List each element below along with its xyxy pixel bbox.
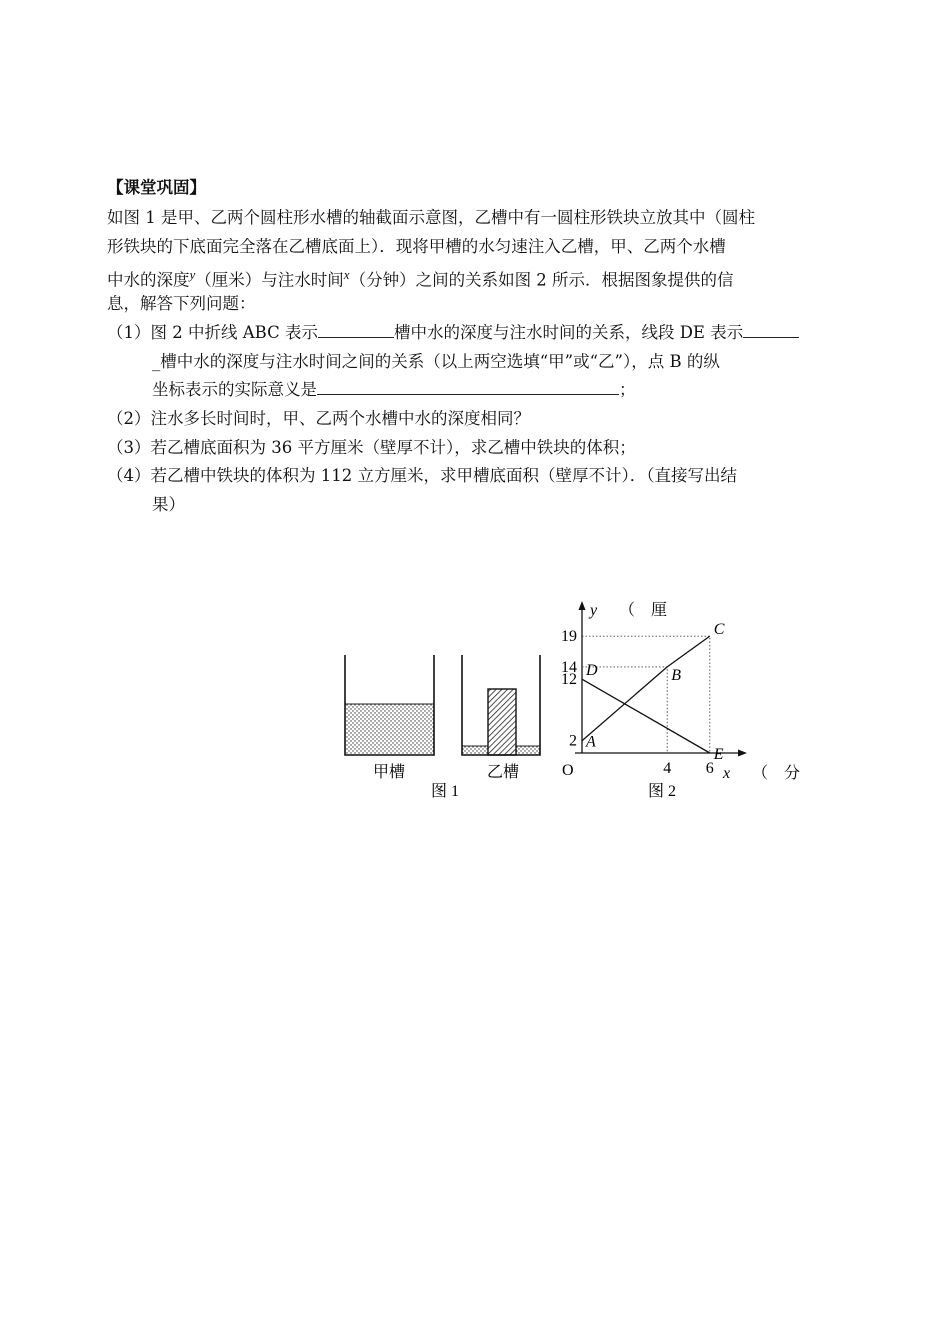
question-1-d: 坐标表示的实际意义是 [152, 380, 317, 399]
figure-1 [330, 640, 550, 810]
point-labels [585, 621, 725, 763]
question-1-number: （1） [107, 323, 151, 342]
point-label-B: B [671, 666, 681, 684]
point-label-A: A [586, 733, 596, 751]
x-tick-4: 4 [663, 760, 672, 777]
series-line-0 [582, 636, 710, 741]
x-axis-label: x [723, 765, 731, 782]
intro-line-3 [107, 263, 734, 293]
answer-blank-2[interactable] [743, 321, 799, 338]
intro-line-3-c: （分钟）之间的关系如图 2 所示．根据图象提供的信 [349, 270, 734, 290]
guide-line-1 [582, 636, 710, 753]
x-tick-labels [663, 760, 714, 777]
question-3 [107, 436, 636, 460]
y-tick-14: 14 [561, 658, 577, 676]
variable-y: y [189, 267, 196, 282]
iron-block [488, 689, 516, 755]
intro-line-2: 形铁块的下底面完全落在乙槽底面上）．现将甲槽的水匀速注入乙槽，甲、乙两个水槽 [107, 237, 726, 256]
figure-1-caption: 图 1 [430, 783, 460, 800]
question-1-e: ； [619, 380, 636, 399]
y-tick-12: 12 [561, 671, 577, 689]
point-label-C: C [713, 621, 725, 639]
answer-blank-3[interactable] [317, 378, 619, 395]
y-tick-labels [561, 628, 577, 750]
intro-line-3-a: 中水的深度 [107, 270, 190, 290]
question-4 [107, 464, 737, 488]
x-axis-arrow [738, 750, 747, 757]
figure-2-chart [555, 595, 805, 810]
variable-x: x [343, 267, 350, 282]
figure-2-caption: 图 2 [647, 783, 677, 800]
question-1-a: 图 2 中折线 ABC 表示 [150, 323, 318, 342]
guide-lines [582, 636, 710, 753]
question-2-text: 注水多长时间时，甲、乙两个水槽中水的深度相同？ [150, 409, 530, 428]
question-1-line-1 [107, 321, 799, 345]
y-tick-2: 2 [569, 732, 577, 750]
y-axis-label: y [590, 602, 598, 619]
y-tick-19: 19 [561, 628, 577, 646]
x-axis-unit: （ 分 [752, 765, 801, 782]
jia-tank-water [345, 704, 434, 755]
intro-line-4: 息，解答下列问题： [107, 294, 256, 313]
question-4-text: 若乙槽中铁块的体积为 112 立方厘米，求甲槽底面积（壁厚不计）．（直接写出结 [150, 466, 737, 485]
yi-tank-label: 乙槽 [486, 764, 520, 781]
y-axis-unit: （ 厘 [619, 602, 668, 619]
series-lines [582, 636, 710, 753]
question-2 [107, 407, 530, 431]
question-3-text: 若乙槽底面积为 36 平方厘米（壁厚不计），求乙槽中铁块的体积； [150, 438, 636, 457]
question-1-line-3 [152, 378, 636, 402]
question-1-line-2: _槽中水的深度与注水时间之间的关系（以上两空选填“甲”或“乙”），点 B 的纵 [152, 352, 720, 371]
answer-blank-1[interactable] [318, 321, 394, 338]
question-1-b: 槽中水的深度与注水时间的关系，线段 DE 表示 [393, 323, 744, 342]
section-title: 【课堂巩固】 [107, 178, 206, 197]
question-4-cont: 果） [152, 495, 185, 514]
y-axis-arrow [579, 601, 586, 610]
intro-line-1: 如图 1 是甲、乙两个圆柱形水槽的轴截面示意图，乙槽中有一圆柱形铁块立放其中（圆柱 [107, 208, 755, 227]
jia-tank-label: 甲槽 [372, 764, 406, 781]
x-tick-6: 6 [705, 760, 714, 777]
question-4-number: （4） [107, 466, 151, 485]
series-line-1 [582, 679, 710, 753]
intro-line-3-b: （厘米）与注水时间 [195, 270, 344, 290]
origin-label: O [562, 762, 574, 779]
point-label-E: E [713, 746, 724, 763]
question-2-number: （2） [107, 409, 151, 428]
question-3-number: （3） [107, 438, 151, 457]
point-label-D: D [586, 662, 598, 680]
